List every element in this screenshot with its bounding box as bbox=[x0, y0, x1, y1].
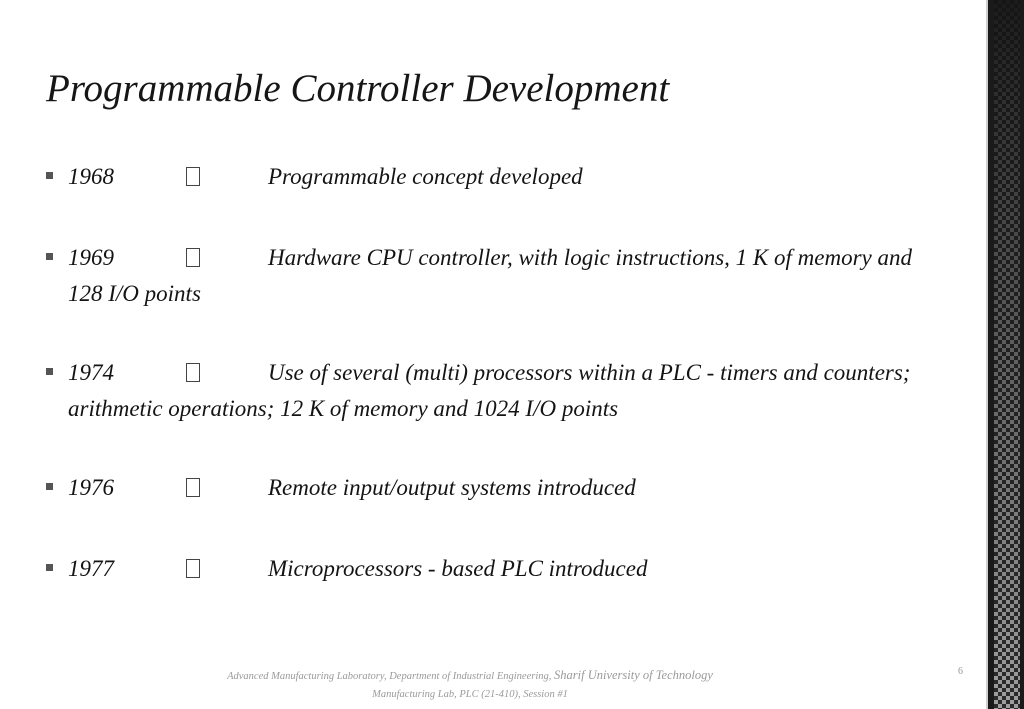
bullet-text: Microprocessors - based PLC introduced bbox=[268, 556, 648, 581]
missing-glyph-icon bbox=[186, 358, 268, 392]
footer-lab: Advanced Manufacturing Laboratory, Department of Industrial Engineering, bbox=[227, 671, 552, 682]
bullet-item bbox=[46, 552, 946, 588]
bullet-year: 1976 bbox=[68, 475, 114, 500]
missing-glyph-icon bbox=[186, 162, 268, 196]
footer-session: Manufacturing Lab, PLC (21-410), Session #1 bbox=[372, 689, 568, 700]
bullet-year: 1974 bbox=[68, 360, 114, 385]
bullet-text: Programmable concept developed bbox=[268, 164, 583, 189]
footer-university: Sharif University of Technology bbox=[554, 668, 713, 682]
bullet-list bbox=[46, 160, 946, 588]
bullet-text: Use of several (multi) processors within a PLC - timers and counters; arithmetic operations; 12 K of memory and 1024 I/O points bbox=[68, 360, 911, 421]
square-bullet-icon bbox=[46, 172, 53, 179]
missing-glyph-icon bbox=[186, 243, 268, 277]
checker-pattern bbox=[994, 0, 1020, 709]
bullet-item bbox=[46, 241, 946, 311]
missing-glyph-icon bbox=[186, 554, 268, 588]
bullet-item bbox=[46, 356, 946, 426]
page-number: 6 bbox=[958, 666, 963, 677]
bullet-item bbox=[46, 160, 946, 196]
square-bullet-icon bbox=[46, 368, 53, 375]
footer-affiliation bbox=[190, 667, 750, 685]
bullet-item bbox=[46, 471, 946, 507]
square-bullet-icon bbox=[46, 483, 53, 490]
bullet-year: 1977 bbox=[68, 556, 114, 581]
bullet-text: Hardware CPU controller, with logic instructions, 1 K of memory and 128 I/O points bbox=[68, 245, 912, 306]
missing-glyph-icon bbox=[186, 473, 268, 507]
slide-title: Programmable Controller Development bbox=[46, 67, 670, 110]
bullet-text: Remote input/output systems introduced bbox=[268, 475, 636, 500]
bullet-year: 1968 bbox=[68, 164, 114, 189]
decorative-side-panel bbox=[986, 0, 1024, 709]
bullet-year: 1969 bbox=[68, 245, 114, 270]
square-bullet-icon bbox=[46, 564, 53, 571]
square-bullet-icon bbox=[46, 253, 53, 260]
slide-footer bbox=[190, 667, 750, 703]
